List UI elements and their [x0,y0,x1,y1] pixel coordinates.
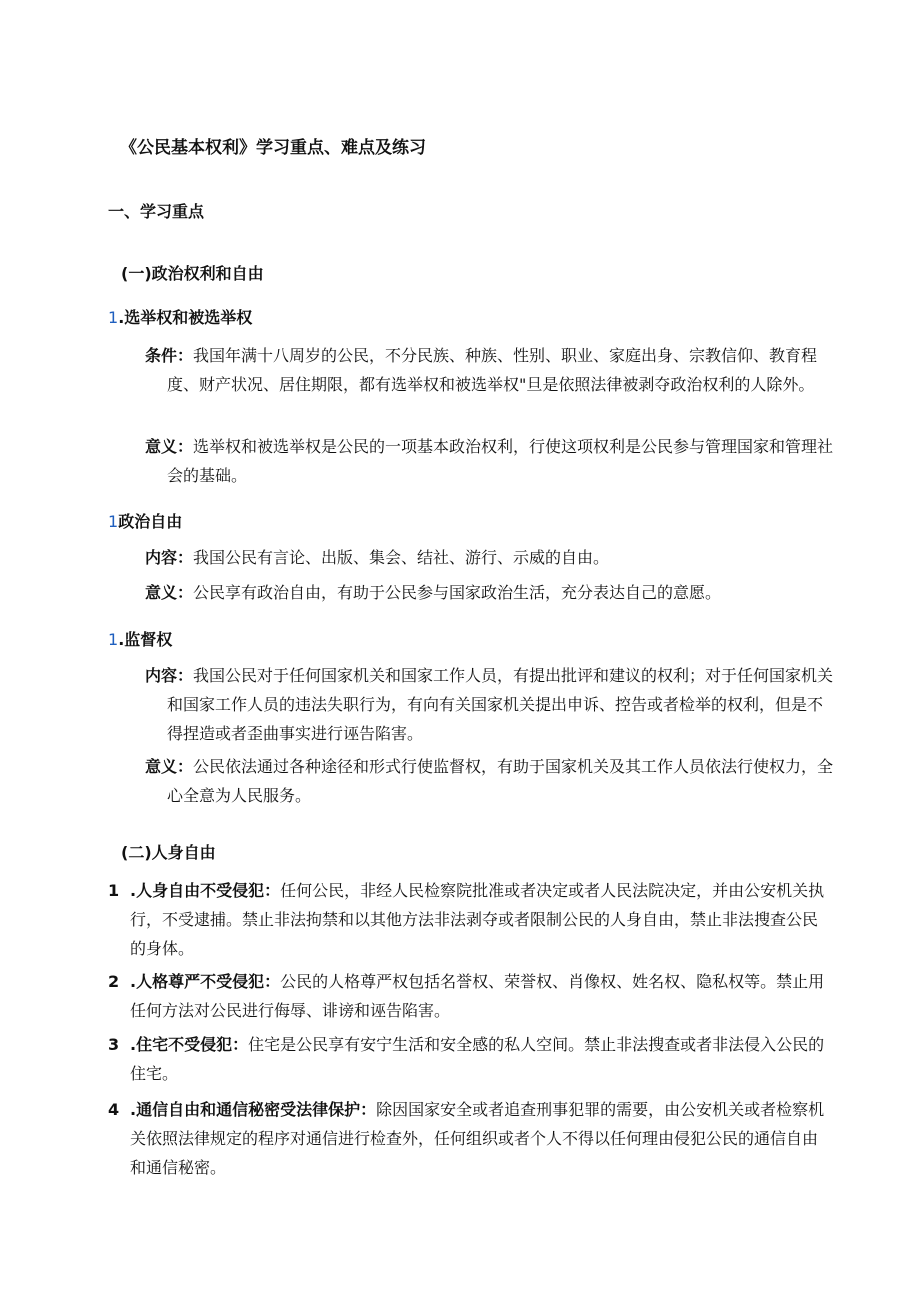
paragraph-label: 内容： [145,548,194,567]
subsection-heading-political-rights: (一)政治权利和自由 [121,264,264,283]
list-item-number: 1 [108,881,120,900]
paragraph-content [145,661,837,748]
paragraph-significance [145,432,837,490]
list-item-personal-freedom [108,876,830,963]
list-item-label: .人身自由不受侵犯： [130,881,281,900]
section-heading-study-focus: 一、学习重点 [108,202,205,221]
list-item-number: 3 [108,1035,120,1054]
paragraph-text: 我国公民对于任何国家机关和国家工作人员，有提出批评和建议的权利；对于任何国家机关和国家工作人员的违法失职行为，有向有关国家机关提出申诉、控告或者检举的权利，但是不得捏造或者歪曲事实进行诬告陷害。 [167,666,834,743]
paragraph-label: 意义： [145,437,194,456]
paragraph-significance [145,578,837,607]
item-heading-supervision [108,627,172,650]
item-title: 政治自由 [118,512,183,531]
list-item-text: 公民的人格尊严权包括名誉权、荣誉权、肖像权、姓名权、隐私权等。禁止用任何方法对公民进行侮辱、诽谤和诬告陷害。 [130,972,825,1020]
paragraph-label: 内容： [145,666,194,685]
paragraph-text: 我国公民有言论、出版、集会、结社、游行、示威的自由。 [193,548,610,567]
document-title: 《公民基本权利》学习重点、难点及练习 [120,138,426,158]
paragraph-text: 我国年满十八周岁的公民，不分民族、种族、性别、职业、家庭出身、宗教信仰、教育程度、财产状况、居住期限，都有选举权和被选举权"旦是依照法律被剥夺政治权利的人除外。 [167,346,818,394]
item-number: 1 [108,308,119,327]
list-item-text: 任何公民，非经人民检察院批准或者决定或者人民法院决定，并由公安机关执行，不受逮捕。禁止非法拘禁和以其他方法非法剥夺或者限制公民的人身自由，禁止非法搜查公民的身体。 [130,881,825,958]
list-item-label: .通信自由和通信秘密受法律保护： [130,1100,377,1119]
paragraph-label: 意义： [145,757,194,776]
paragraph-text: 公民享有政治自由，有助于公民参与国家政治生活，充分表达自己的意愿。 [193,583,722,602]
item-heading-election-rights [108,305,252,328]
list-item-number: 2 [108,972,120,991]
paragraph-label: 意义： [145,583,194,602]
item-heading-political-freedom [108,509,182,532]
list-item-text: 住宅是公民享有安宁生活和安全感的私人空间。禁止非法搜查或者非法侵入公民的住宅。 [130,1035,825,1083]
list-item-number: 4 [108,1100,120,1119]
list-item-text: 除因国家安全或者追查刑事犯罪的需要，由公安机关或者检察机关依照法律规定的程序对通信进行检查外，任何组织或者个人不得以任何理由侵犯公民的通信自由和通信秘密。 [130,1100,825,1177]
item-title: .选举权和被选举权 [118,308,253,327]
list-item-residence [108,1030,830,1088]
paragraph-content [145,543,837,572]
item-number: 1 [108,512,119,531]
subsection-heading-personal-freedom: (二)人身自由 [121,843,216,862]
paragraph-text: 选举权和被选举权是公民的一项基本政治权利，行使这项权利是公民参与管理国家和管理社会的基础。 [167,437,834,485]
paragraph-text: 公民依法通过各种途径和形式行使监督权，有助于国家机关及其工作人员依法行使权力，全心全意为人民服务。 [167,757,834,805]
item-title: .监督权 [118,630,173,649]
list-item-personal-dignity [108,967,830,1025]
list-item-label: .住宅不受侵犯： [130,1035,249,1054]
paragraph-label: 条件： [145,346,194,365]
list-item-correspondence [108,1095,830,1182]
paragraph-significance [145,752,837,810]
list-item-label: .人格尊严不受侵犯： [130,972,281,991]
paragraph-condition [145,341,837,399]
item-number: 1 [108,630,119,649]
